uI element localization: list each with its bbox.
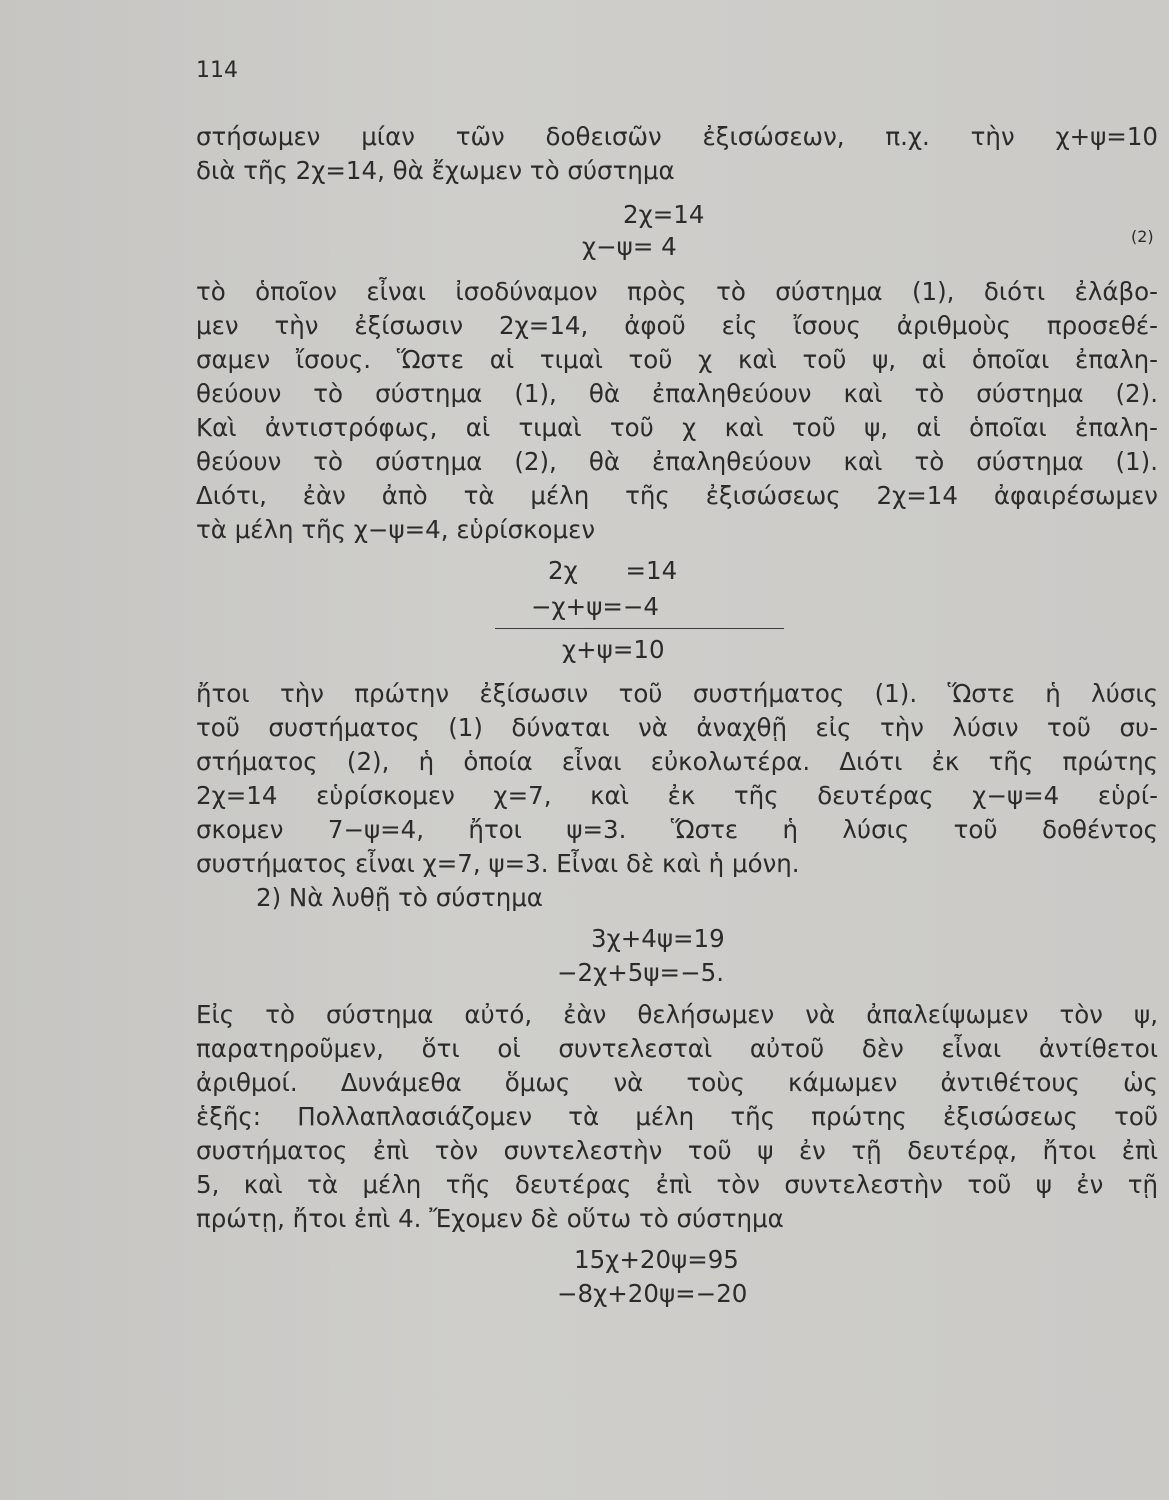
text-line: θεύουν τὸ σύστημα (2), θὰ ἐπαληθεύουν καὶ τὸ σύστημα (1).: [196, 447, 1158, 476]
text-line: διὰ τῆς 2χ=14, θὰ ἔχωμεν τὸ σύστημα: [196, 156, 675, 185]
equation: −2χ+5ψ=−5.: [557, 958, 724, 987]
text-line: στήματος (2), ἡ ὁποία εἶναι εὐκολωτέρα. Διότι ἐκ τῆς πρώτης: [196, 747, 1158, 776]
equation: 2χ=14: [623, 200, 705, 229]
text-line: ἀριθμοί. Δυνάμεθα ὅμως νὰ τοὺς κάμωμεν ἀντιθέτους ὡς: [196, 1068, 1158, 1097]
equation-number: (2): [1131, 227, 1154, 246]
text-line: πρώτῃ, ἤτοι ἐπὶ 4. Ἔχομεν δὲ οὕτω τὸ σύστημα: [196, 1204, 784, 1233]
equation: χ+ψ=10: [562, 635, 665, 664]
text-line: ἑξῆς: Πολλαπλασιάζομεν τὰ μέλη τῆς πρώτης ἐξισώσεως τοῦ: [196, 1102, 1158, 1131]
text-line: 2χ=14 εὑρίσκομεν χ=7, καὶ ἐκ τῆς δευτέρας χ−ψ=4 εὑρί-: [196, 781, 1158, 810]
problem-heading: 2) Νὰ λυθῇ τὸ σύστημα: [256, 883, 543, 912]
text-line: τὰ μέλη τῆς χ−ψ=4, εὑρίσκομεν: [196, 515, 596, 544]
text-line: Εἰς τὸ σύστημα αὐτό, ἐὰν θελήσωμεν νὰ ἀπαλείψωμεν τὸν ψ,: [196, 1000, 1158, 1029]
page-number: 114: [196, 58, 238, 83]
text-line: σκομεν 7−ψ=4, ἤτοι ψ=3. Ὥστε ἡ λύσις τοῦ δοθέντος: [196, 815, 1158, 844]
text-line: θεύουν τὸ σύστημα (1), θὰ ἐπαληθεύουν καὶ τὸ σύστημα (2).: [196, 379, 1158, 408]
equation: −8χ+20ψ=−20: [557, 1279, 748, 1308]
equation: −χ+ψ=−4: [531, 592, 660, 621]
text-line: στήσωμεν μίαν τῶν δοθεισῶν ἐξισώσεων, π.χ. τὴν χ+ψ=10: [196, 122, 1158, 151]
text-line: ἤτοι τὴν πρώτην ἐξίσωσιν τοῦ συστήματος (1). Ὥστε ἡ λύσις: [196, 679, 1158, 708]
subtraction-rule: [495, 628, 784, 629]
text-line: Διότι, ἐὰν ἀπὸ τὰ μέλη τῆς ἐξισώσεως 2χ=14 ἀφαιρέσωμεν: [196, 481, 1158, 510]
text-line: μεν τὴν ἐξίσωσιν 2χ=14, ἀφοῦ εἰς ἴσους ἀριθμοὺς προσεθέ-: [196, 311, 1158, 340]
text-line: Καὶ ἀντιστρόφως, αἱ τιμαὶ τοῦ χ καὶ τοῦ ψ, αἱ ὁποῖαι ἐπαλη-: [196, 413, 1158, 442]
equation: χ−ψ= 4: [582, 232, 677, 261]
text-line: σαμεν ἴσους. Ὥστε αἱ τιμαὶ τοῦ χ καὶ τοῦ ψ, αἱ ὁποῖαι ἐπαλη-: [196, 345, 1158, 374]
text-line: τοῦ συστήματος (1) δύναται νὰ ἀναχθῇ εἰς τὴν λύσιν τοῦ συ-: [196, 713, 1158, 742]
text-line: τὸ ὁποῖον εἶναι ἰσοδύναμον πρὸς τὸ σύστημα (1), διότι ἐλάβο-: [196, 277, 1158, 306]
text-line: παρατηροῦμεν, ὅτι οἱ συντελεσταὶ αὐτοῦ δὲν εἶναι ἀντίθετοι: [196, 1034, 1158, 1063]
equation: 2χ =14: [548, 556, 678, 585]
text-line: 5, καὶ τὰ μέλη τῆς δευτέρας ἐπὶ τὸν συντελεστὴν τοῦ ψ ἐν τῇ: [196, 1170, 1158, 1199]
equation: 3χ+4ψ=19: [591, 924, 725, 953]
equation: 15χ+20ψ=95: [574, 1245, 739, 1274]
text-line: συστήματος εἶναι χ=7, ψ=3. Εἶναι δὲ καὶ ἡ μόνη.: [196, 849, 800, 878]
text-line: συστήματος ἐπὶ τὸν συντελεστὴν τοῦ ψ ἐν τῇ δευτέρᾳ, ἤτοι ἐπὶ: [196, 1136, 1158, 1165]
